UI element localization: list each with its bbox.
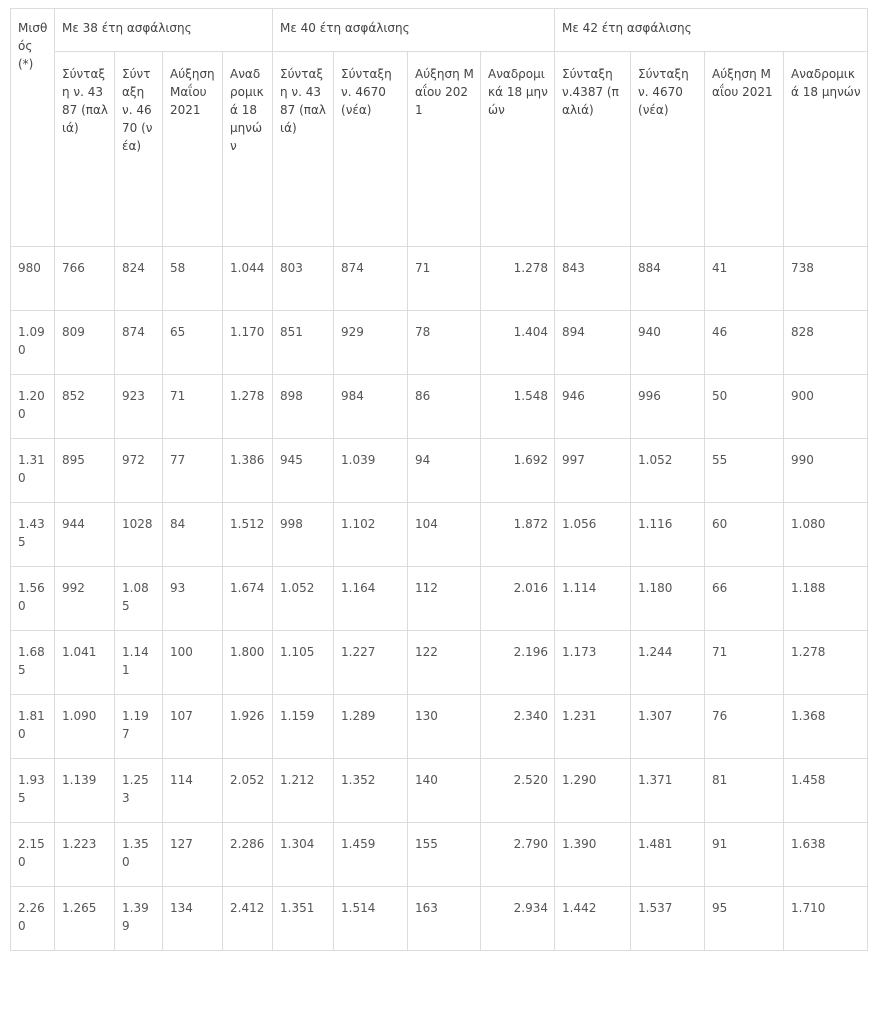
old-pension-40-cell: 1.105 bbox=[273, 631, 334, 695]
old-pension-38-cell: 1.139 bbox=[55, 759, 115, 823]
retroactive-40-cell: 2.520 bbox=[481, 759, 555, 823]
new-pension-40-cell: 874 bbox=[334, 247, 408, 311]
pension-table-container bbox=[10, 8, 868, 951]
old-pension-40-cell: 1.212 bbox=[273, 759, 334, 823]
may-increase-42-cell: 95 bbox=[705, 887, 784, 951]
new-pension-38-cell: 874 bbox=[115, 311, 163, 375]
may-increase-42-cell: 50 bbox=[705, 375, 784, 439]
new-pension-38-cell: 1.197 bbox=[115, 695, 163, 759]
may-increase-38-cell: 65 bbox=[163, 311, 223, 375]
subheader-old-pension-42: Σύνταξη ν.4387 (παλιά) bbox=[555, 52, 631, 247]
old-pension-40-cell: 1.304 bbox=[273, 823, 334, 887]
old-pension-38-cell: 1.041 bbox=[55, 631, 115, 695]
table-row bbox=[11, 759, 868, 823]
may-increase-42-cell: 46 bbox=[705, 311, 784, 375]
new-pension-40-cell: 929 bbox=[334, 311, 408, 375]
new-pension-40-cell: 1.164 bbox=[334, 567, 408, 631]
old-pension-42-cell: 1.056 bbox=[555, 503, 631, 567]
retroactive-40-cell: 1.872 bbox=[481, 503, 555, 567]
retroactive-40-cell: 1.692 bbox=[481, 439, 555, 503]
retroactive-38-cell: 1.926 bbox=[223, 695, 273, 759]
new-pension-42-cell: 1.244 bbox=[631, 631, 705, 695]
retroactive-40-cell: 2.016 bbox=[481, 567, 555, 631]
may-increase-42-cell: 55 bbox=[705, 439, 784, 503]
old-pension-42-cell: 1.231 bbox=[555, 695, 631, 759]
old-pension-42-cell: 1.173 bbox=[555, 631, 631, 695]
may-increase-42-cell: 66 bbox=[705, 567, 784, 631]
new-pension-40-cell: 1.102 bbox=[334, 503, 408, 567]
salary-cell: 980 bbox=[11, 247, 55, 311]
new-pension-42-cell: 1.481 bbox=[631, 823, 705, 887]
new-pension-38-cell: 923 bbox=[115, 375, 163, 439]
subheader-retroactive-38: Αναδρομικά 18 μηνών bbox=[223, 52, 273, 247]
old-pension-38-cell: 766 bbox=[55, 247, 115, 311]
new-pension-38-cell: 1.085 bbox=[115, 567, 163, 631]
may-increase-40-cell: 130 bbox=[408, 695, 481, 759]
subheader-new-pension-42: Σύνταξη ν. 4670 (νέα) bbox=[631, 52, 705, 247]
retroactive-42-cell: 1.278 bbox=[784, 631, 868, 695]
salary-cell: 1.810 bbox=[11, 695, 55, 759]
new-pension-38-cell: 1.350 bbox=[115, 823, 163, 887]
salary-header: Μισθός (*) bbox=[11, 9, 55, 247]
old-pension-38-cell: 852 bbox=[55, 375, 115, 439]
may-increase-42-cell: 71 bbox=[705, 631, 784, 695]
may-increase-38-cell: 134 bbox=[163, 887, 223, 951]
retroactive-38-cell: 1.674 bbox=[223, 567, 273, 631]
new-pension-42-cell: 940 bbox=[631, 311, 705, 375]
subheader-new-pension-40: Σύνταξη ν. 4670 (νέα) bbox=[334, 52, 408, 247]
new-pension-42-cell: 1.537 bbox=[631, 887, 705, 951]
subheader-row bbox=[11, 52, 868, 247]
subheader-retroactive-40: Αναδρομικά 18 μηνών bbox=[481, 52, 555, 247]
new-pension-38-cell: 1.399 bbox=[115, 887, 163, 951]
subheader-may-increase-42: Αύξηση Μαΐου 2021 bbox=[705, 52, 784, 247]
may-increase-42-cell: 91 bbox=[705, 823, 784, 887]
table-body bbox=[11, 247, 868, 951]
retroactive-42-cell: 1.368 bbox=[784, 695, 868, 759]
may-increase-38-cell: 77 bbox=[163, 439, 223, 503]
salary-cell: 1.310 bbox=[11, 439, 55, 503]
retroactive-38-cell: 2.052 bbox=[223, 759, 273, 823]
new-pension-42-cell: 1.116 bbox=[631, 503, 705, 567]
salary-cell: 2.150 bbox=[11, 823, 55, 887]
may-increase-38-cell: 71 bbox=[163, 375, 223, 439]
subheader-may-increase-38: Αύξηση Μαΐου 2021 bbox=[163, 52, 223, 247]
table-row bbox=[11, 503, 868, 567]
may-increase-38-cell: 107 bbox=[163, 695, 223, 759]
salary-cell: 1.685 bbox=[11, 631, 55, 695]
may-increase-40-cell: 104 bbox=[408, 503, 481, 567]
retroactive-40-cell: 1.404 bbox=[481, 311, 555, 375]
retroactive-42-cell: 1.188 bbox=[784, 567, 868, 631]
table-row bbox=[11, 247, 868, 311]
group-header-38-years: Με 38 έτη ασφάλισης bbox=[55, 9, 273, 52]
salary-cell: 1.200 bbox=[11, 375, 55, 439]
retroactive-38-cell: 1.386 bbox=[223, 439, 273, 503]
new-pension-38-cell: 824 bbox=[115, 247, 163, 311]
new-pension-40-cell: 984 bbox=[334, 375, 408, 439]
may-increase-40-cell: 94 bbox=[408, 439, 481, 503]
group-header-row bbox=[11, 9, 868, 52]
old-pension-42-cell: 946 bbox=[555, 375, 631, 439]
retroactive-40-cell: 1.278 bbox=[481, 247, 555, 311]
new-pension-40-cell: 1.289 bbox=[334, 695, 408, 759]
salary-cell: 1.935 bbox=[11, 759, 55, 823]
old-pension-40-cell: 998 bbox=[273, 503, 334, 567]
new-pension-42-cell: 1.180 bbox=[631, 567, 705, 631]
old-pension-38-cell: 1.223 bbox=[55, 823, 115, 887]
old-pension-38-cell: 1.090 bbox=[55, 695, 115, 759]
table-row bbox=[11, 823, 868, 887]
old-pension-42-cell: 1.114 bbox=[555, 567, 631, 631]
may-increase-40-cell: 112 bbox=[408, 567, 481, 631]
old-pension-40-cell: 1.351 bbox=[273, 887, 334, 951]
may-increase-40-cell: 163 bbox=[408, 887, 481, 951]
retroactive-38-cell: 1.800 bbox=[223, 631, 273, 695]
old-pension-38-cell: 809 bbox=[55, 311, 115, 375]
retroactive-38-cell: 1.512 bbox=[223, 503, 273, 567]
retroactive-42-cell: 738 bbox=[784, 247, 868, 311]
may-increase-38-cell: 93 bbox=[163, 567, 223, 631]
may-increase-38-cell: 114 bbox=[163, 759, 223, 823]
old-pension-42-cell: 894 bbox=[555, 311, 631, 375]
new-pension-42-cell: 884 bbox=[631, 247, 705, 311]
retroactive-38-cell: 2.412 bbox=[223, 887, 273, 951]
new-pension-42-cell: 1.307 bbox=[631, 695, 705, 759]
new-pension-40-cell: 1.352 bbox=[334, 759, 408, 823]
may-increase-40-cell: 140 bbox=[408, 759, 481, 823]
may-increase-40-cell: 86 bbox=[408, 375, 481, 439]
retroactive-42-cell: 1.638 bbox=[784, 823, 868, 887]
new-pension-38-cell: 1.141 bbox=[115, 631, 163, 695]
may-increase-42-cell: 76 bbox=[705, 695, 784, 759]
retroactive-38-cell: 1.170 bbox=[223, 311, 273, 375]
retroactive-40-cell: 2.196 bbox=[481, 631, 555, 695]
new-pension-38-cell: 972 bbox=[115, 439, 163, 503]
subheader-old-pension-40: Σύνταξη ν. 4387 (παλιά) bbox=[273, 52, 334, 247]
may-increase-38-cell: 84 bbox=[163, 503, 223, 567]
new-pension-42-cell: 1.052 bbox=[631, 439, 705, 503]
retroactive-42-cell: 1.458 bbox=[784, 759, 868, 823]
salary-cell: 1.560 bbox=[11, 567, 55, 631]
retroactive-42-cell: 900 bbox=[784, 375, 868, 439]
old-pension-40-cell: 803 bbox=[273, 247, 334, 311]
may-increase-38-cell: 100 bbox=[163, 631, 223, 695]
new-pension-40-cell: 1.227 bbox=[334, 631, 408, 695]
old-pension-42-cell: 1.390 bbox=[555, 823, 631, 887]
new-pension-42-cell: 996 bbox=[631, 375, 705, 439]
retroactive-42-cell: 828 bbox=[784, 311, 868, 375]
old-pension-42-cell: 997 bbox=[555, 439, 631, 503]
retroactive-40-cell: 2.340 bbox=[481, 695, 555, 759]
new-pension-40-cell: 1.039 bbox=[334, 439, 408, 503]
old-pension-38-cell: 1.265 bbox=[55, 887, 115, 951]
table-row bbox=[11, 439, 868, 503]
retroactive-42-cell: 1.080 bbox=[784, 503, 868, 567]
may-increase-40-cell: 155 bbox=[408, 823, 481, 887]
new-pension-38-cell: 1.253 bbox=[115, 759, 163, 823]
table-row bbox=[11, 375, 868, 439]
may-increase-42-cell: 81 bbox=[705, 759, 784, 823]
may-increase-42-cell: 60 bbox=[705, 503, 784, 567]
new-pension-40-cell: 1.514 bbox=[334, 887, 408, 951]
retroactive-42-cell: 990 bbox=[784, 439, 868, 503]
retroactive-40-cell: 1.548 bbox=[481, 375, 555, 439]
subheader-retroactive-42: Αναδρομικά 18 μηνών bbox=[784, 52, 868, 247]
old-pension-42-cell: 843 bbox=[555, 247, 631, 311]
old-pension-38-cell: 895 bbox=[55, 439, 115, 503]
new-pension-40-cell: 1.459 bbox=[334, 823, 408, 887]
new-pension-42-cell: 1.371 bbox=[631, 759, 705, 823]
retroactive-38-cell: 2.286 bbox=[223, 823, 273, 887]
may-increase-38-cell: 127 bbox=[163, 823, 223, 887]
old-pension-40-cell: 1.052 bbox=[273, 567, 334, 631]
old-pension-38-cell: 944 bbox=[55, 503, 115, 567]
old-pension-40-cell: 1.159 bbox=[273, 695, 334, 759]
old-pension-42-cell: 1.290 bbox=[555, 759, 631, 823]
table-row bbox=[11, 695, 868, 759]
may-increase-38-cell: 58 bbox=[163, 247, 223, 311]
may-increase-42-cell: 41 bbox=[705, 247, 784, 311]
salary-cell: 1.435 bbox=[11, 503, 55, 567]
subheader-new-pension-38: Σύνταξη ν. 4670 (νέα) bbox=[115, 52, 163, 247]
table-row bbox=[11, 311, 868, 375]
old-pension-40-cell: 851 bbox=[273, 311, 334, 375]
salary-cell: 2.260 bbox=[11, 887, 55, 951]
table-row bbox=[11, 887, 868, 951]
old-pension-42-cell: 1.442 bbox=[555, 887, 631, 951]
salary-cell: 1.090 bbox=[11, 311, 55, 375]
group-header-40-years: Με 40 έτη ασφάλισης bbox=[273, 9, 555, 52]
retroactive-42-cell: 1.710 bbox=[784, 887, 868, 951]
retroactive-38-cell: 1.278 bbox=[223, 375, 273, 439]
may-increase-40-cell: 122 bbox=[408, 631, 481, 695]
subheader-old-pension-38: Σύνταξη ν. 4387 (παλιά) bbox=[55, 52, 115, 247]
old-pension-40-cell: 945 bbox=[273, 439, 334, 503]
old-pension-38-cell: 992 bbox=[55, 567, 115, 631]
pension-table bbox=[10, 8, 868, 951]
group-header-42-years: Με 42 έτη ασφάλισης bbox=[555, 9, 868, 52]
old-pension-40-cell: 898 bbox=[273, 375, 334, 439]
retroactive-38-cell: 1.044 bbox=[223, 247, 273, 311]
retroactive-40-cell: 2.790 bbox=[481, 823, 555, 887]
may-increase-40-cell: 71 bbox=[408, 247, 481, 311]
subheader-may-increase-40: Αύξηση Μαΐου 2021 bbox=[408, 52, 481, 247]
may-increase-40-cell: 78 bbox=[408, 311, 481, 375]
retroactive-40-cell: 2.934 bbox=[481, 887, 555, 951]
table-row bbox=[11, 567, 868, 631]
new-pension-38-cell: 1028 bbox=[115, 503, 163, 567]
table-row bbox=[11, 631, 868, 695]
